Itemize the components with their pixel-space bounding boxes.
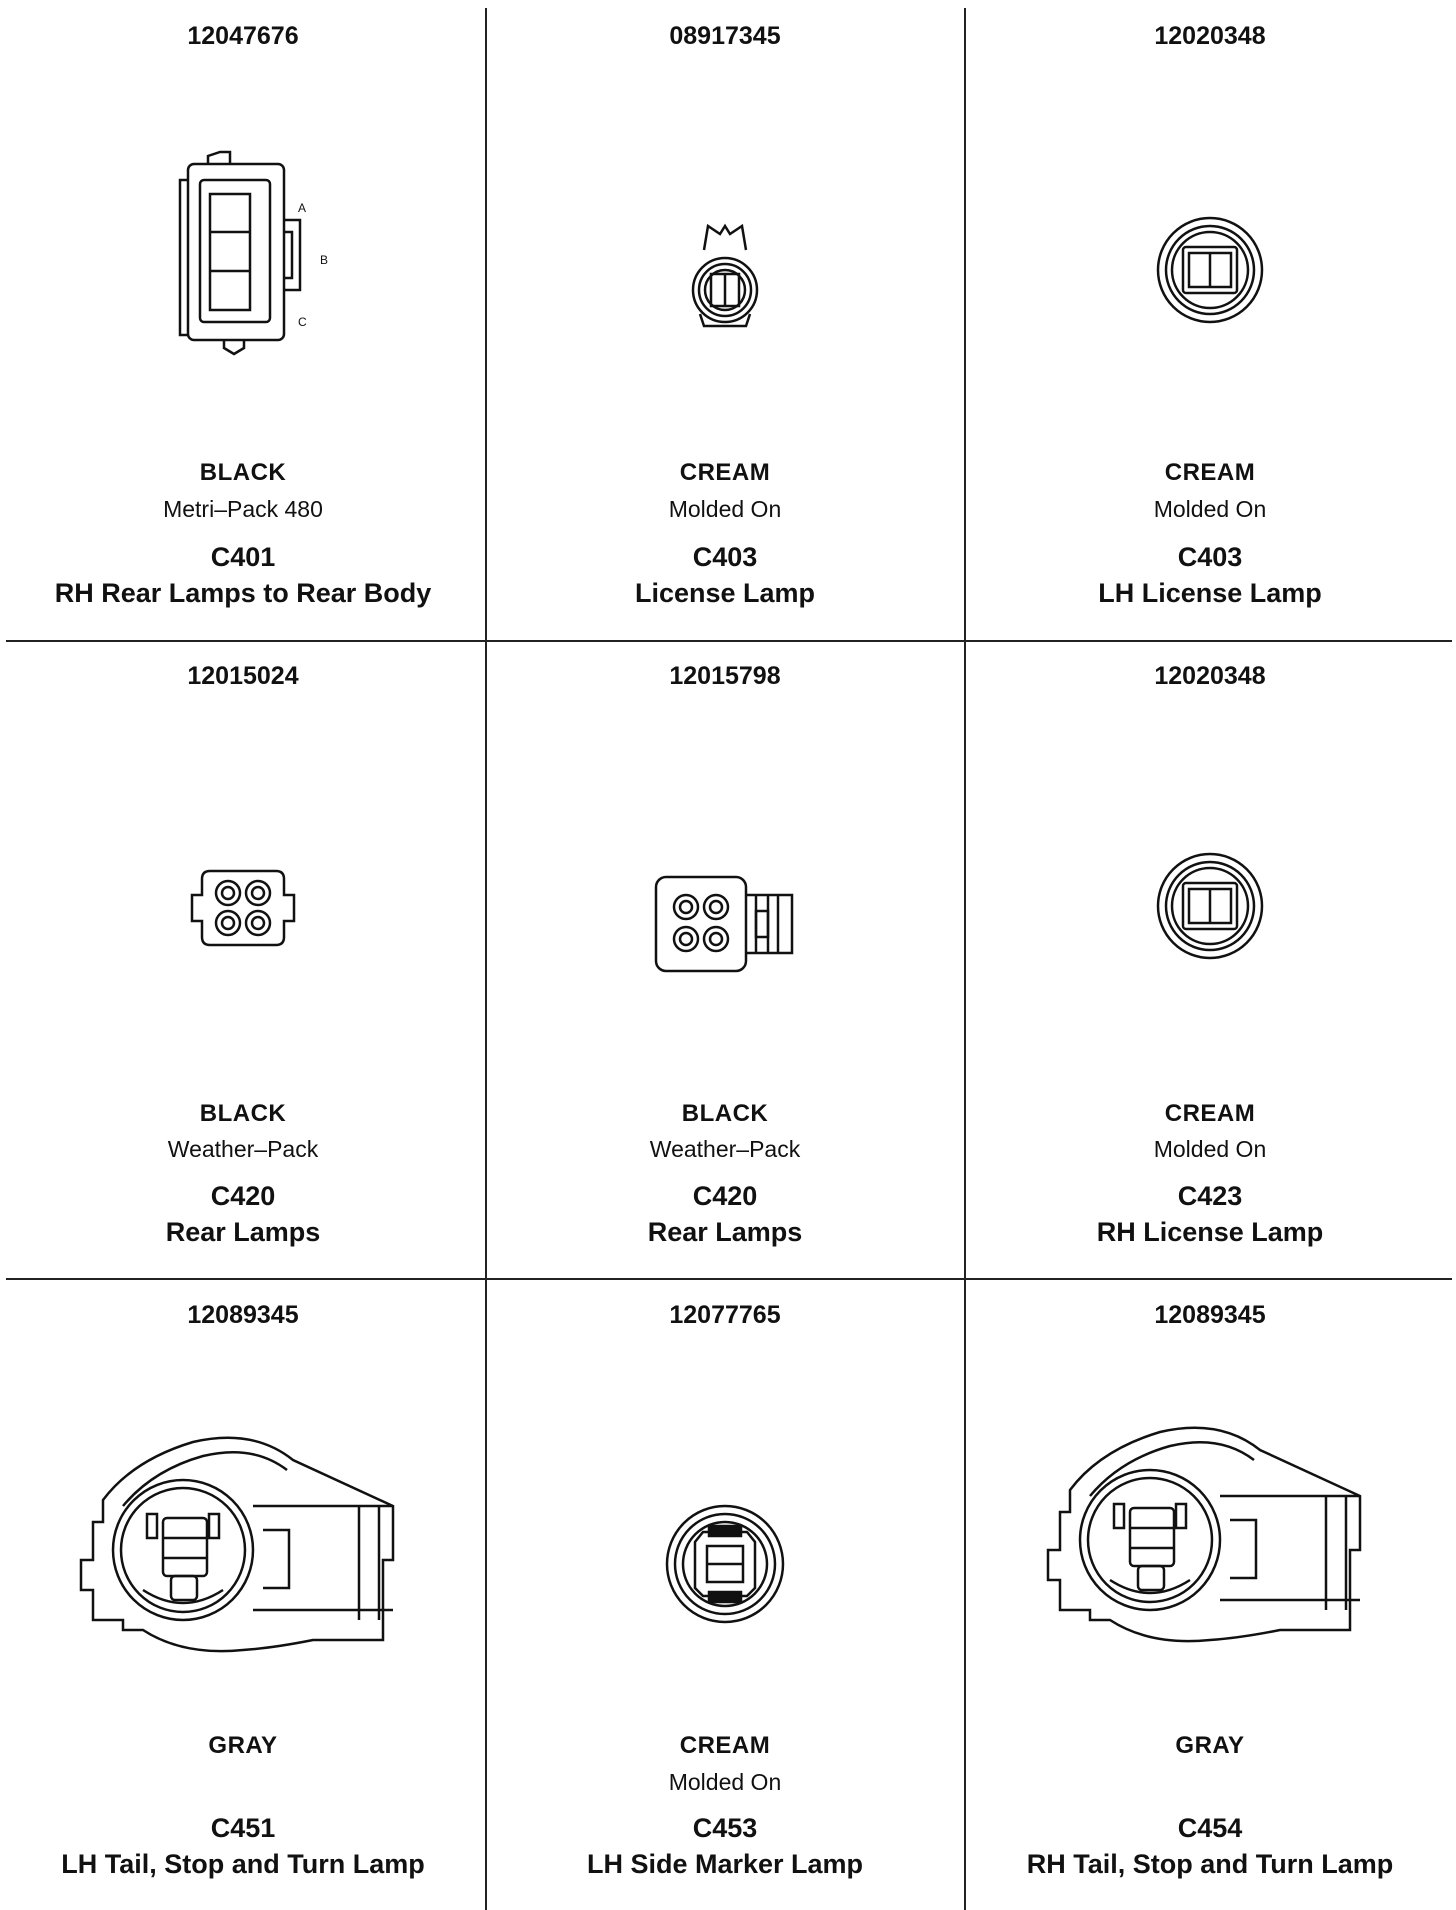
connector-color: GRAY <box>208 1732 278 1759</box>
weather-pack-4-pin-connector-icon <box>186 867 300 954</box>
connector-color: CREAM <box>1164 459 1256 486</box>
connector-id: C454 <box>1177 1813 1243 1843</box>
round-2-pin-connector-icon <box>1155 215 1265 330</box>
connector-type: Molded On <box>1153 1136 1267 1162</box>
connector-description: LH License Lamp <box>1098 578 1322 608</box>
metri-pack-480-3-pin-connector-icon <box>158 150 328 365</box>
connector-card-c454 <box>964 1280 1456 1910</box>
connector-description: Rear Lamps <box>165 1217 321 1247</box>
connector-description: LH Tail, Stop and Turn Lamp <box>61 1849 425 1879</box>
connector-card-c420-a <box>0 641 486 1279</box>
connector-description: License Lamp <box>634 578 816 608</box>
part-number: 12015024 <box>187 662 299 690</box>
round-socket-connector-icon <box>663 1502 787 1631</box>
connector-description: RH License Lamp <box>1096 1217 1324 1247</box>
connector-color: BLACK <box>199 459 287 486</box>
connector-id: C401 <box>210 542 276 572</box>
part-number: 12020348 <box>1154 22 1266 50</box>
round-2-pin-connector-icon <box>1155 851 1265 966</box>
part-number: 12077765 <box>669 1301 781 1329</box>
pin-label-b: B <box>320 253 329 267</box>
part-number: 12020348 <box>1154 662 1266 690</box>
connector-type: Weather–Pack <box>167 1136 319 1162</box>
connector-card-c423 <box>964 641 1456 1279</box>
weather-pack-4-pin-latch-connector-icon <box>652 873 798 980</box>
connector-card-c401 <box>0 0 486 640</box>
connector-color: BLACK <box>199 1100 287 1127</box>
connector-description: RH Tail, Stop and Turn Lamp <box>1026 1849 1394 1879</box>
connector-card-c451 <box>0 1280 486 1910</box>
pin-label-a: A <box>298 201 307 215</box>
connector-type: Molded On <box>1153 496 1267 522</box>
connector-description: RH Rear Lamps to Rear Body <box>54 578 432 608</box>
connector-description: Rear Lamps <box>647 1217 803 1247</box>
connector-type: Molded On <box>668 496 782 522</box>
connector-type: Molded On <box>668 1769 782 1795</box>
part-number: 08917345 <box>669 22 781 50</box>
connector-color: CREAM <box>679 1732 771 1759</box>
connector-card-c453 <box>486 1280 964 1910</box>
connector-card-c420-b <box>486 641 964 1279</box>
lamp-socket-housing-icon <box>1030 1410 1390 1655</box>
connector-id: C423 <box>1177 1181 1243 1211</box>
connector-color: GRAY <box>1175 1732 1245 1759</box>
connector-id: C403 <box>692 542 758 572</box>
pin-label-c: C <box>298 315 307 329</box>
part-number: 12047676 <box>187 22 299 50</box>
connector-id: C420 <box>210 1181 276 1211</box>
part-number: 12089345 <box>187 1301 299 1329</box>
connector-id: C451 <box>210 1813 276 1843</box>
part-number: 12015798 <box>669 662 781 690</box>
connector-color: CREAM <box>1164 1100 1256 1127</box>
connector-type: Metri–Pack 480 <box>163 496 323 522</box>
connector-id: C403 <box>1177 542 1243 572</box>
connector-type: Weather–Pack <box>649 1136 801 1162</box>
connector-id: C420 <box>692 1181 758 1211</box>
molded-on-socket-icon <box>690 222 760 349</box>
connector-description: LH Side Marker Lamp <box>586 1849 864 1879</box>
connector-id: C453 <box>692 1813 758 1843</box>
connector-card-c403 <box>486 0 964 640</box>
connector-color: BLACK <box>681 1100 769 1127</box>
part-number: 12089345 <box>1154 1301 1266 1329</box>
lamp-socket-housing-icon <box>63 1420 423 1665</box>
connector-card-c403-lh <box>964 0 1456 640</box>
connector-color: CREAM <box>679 459 771 486</box>
